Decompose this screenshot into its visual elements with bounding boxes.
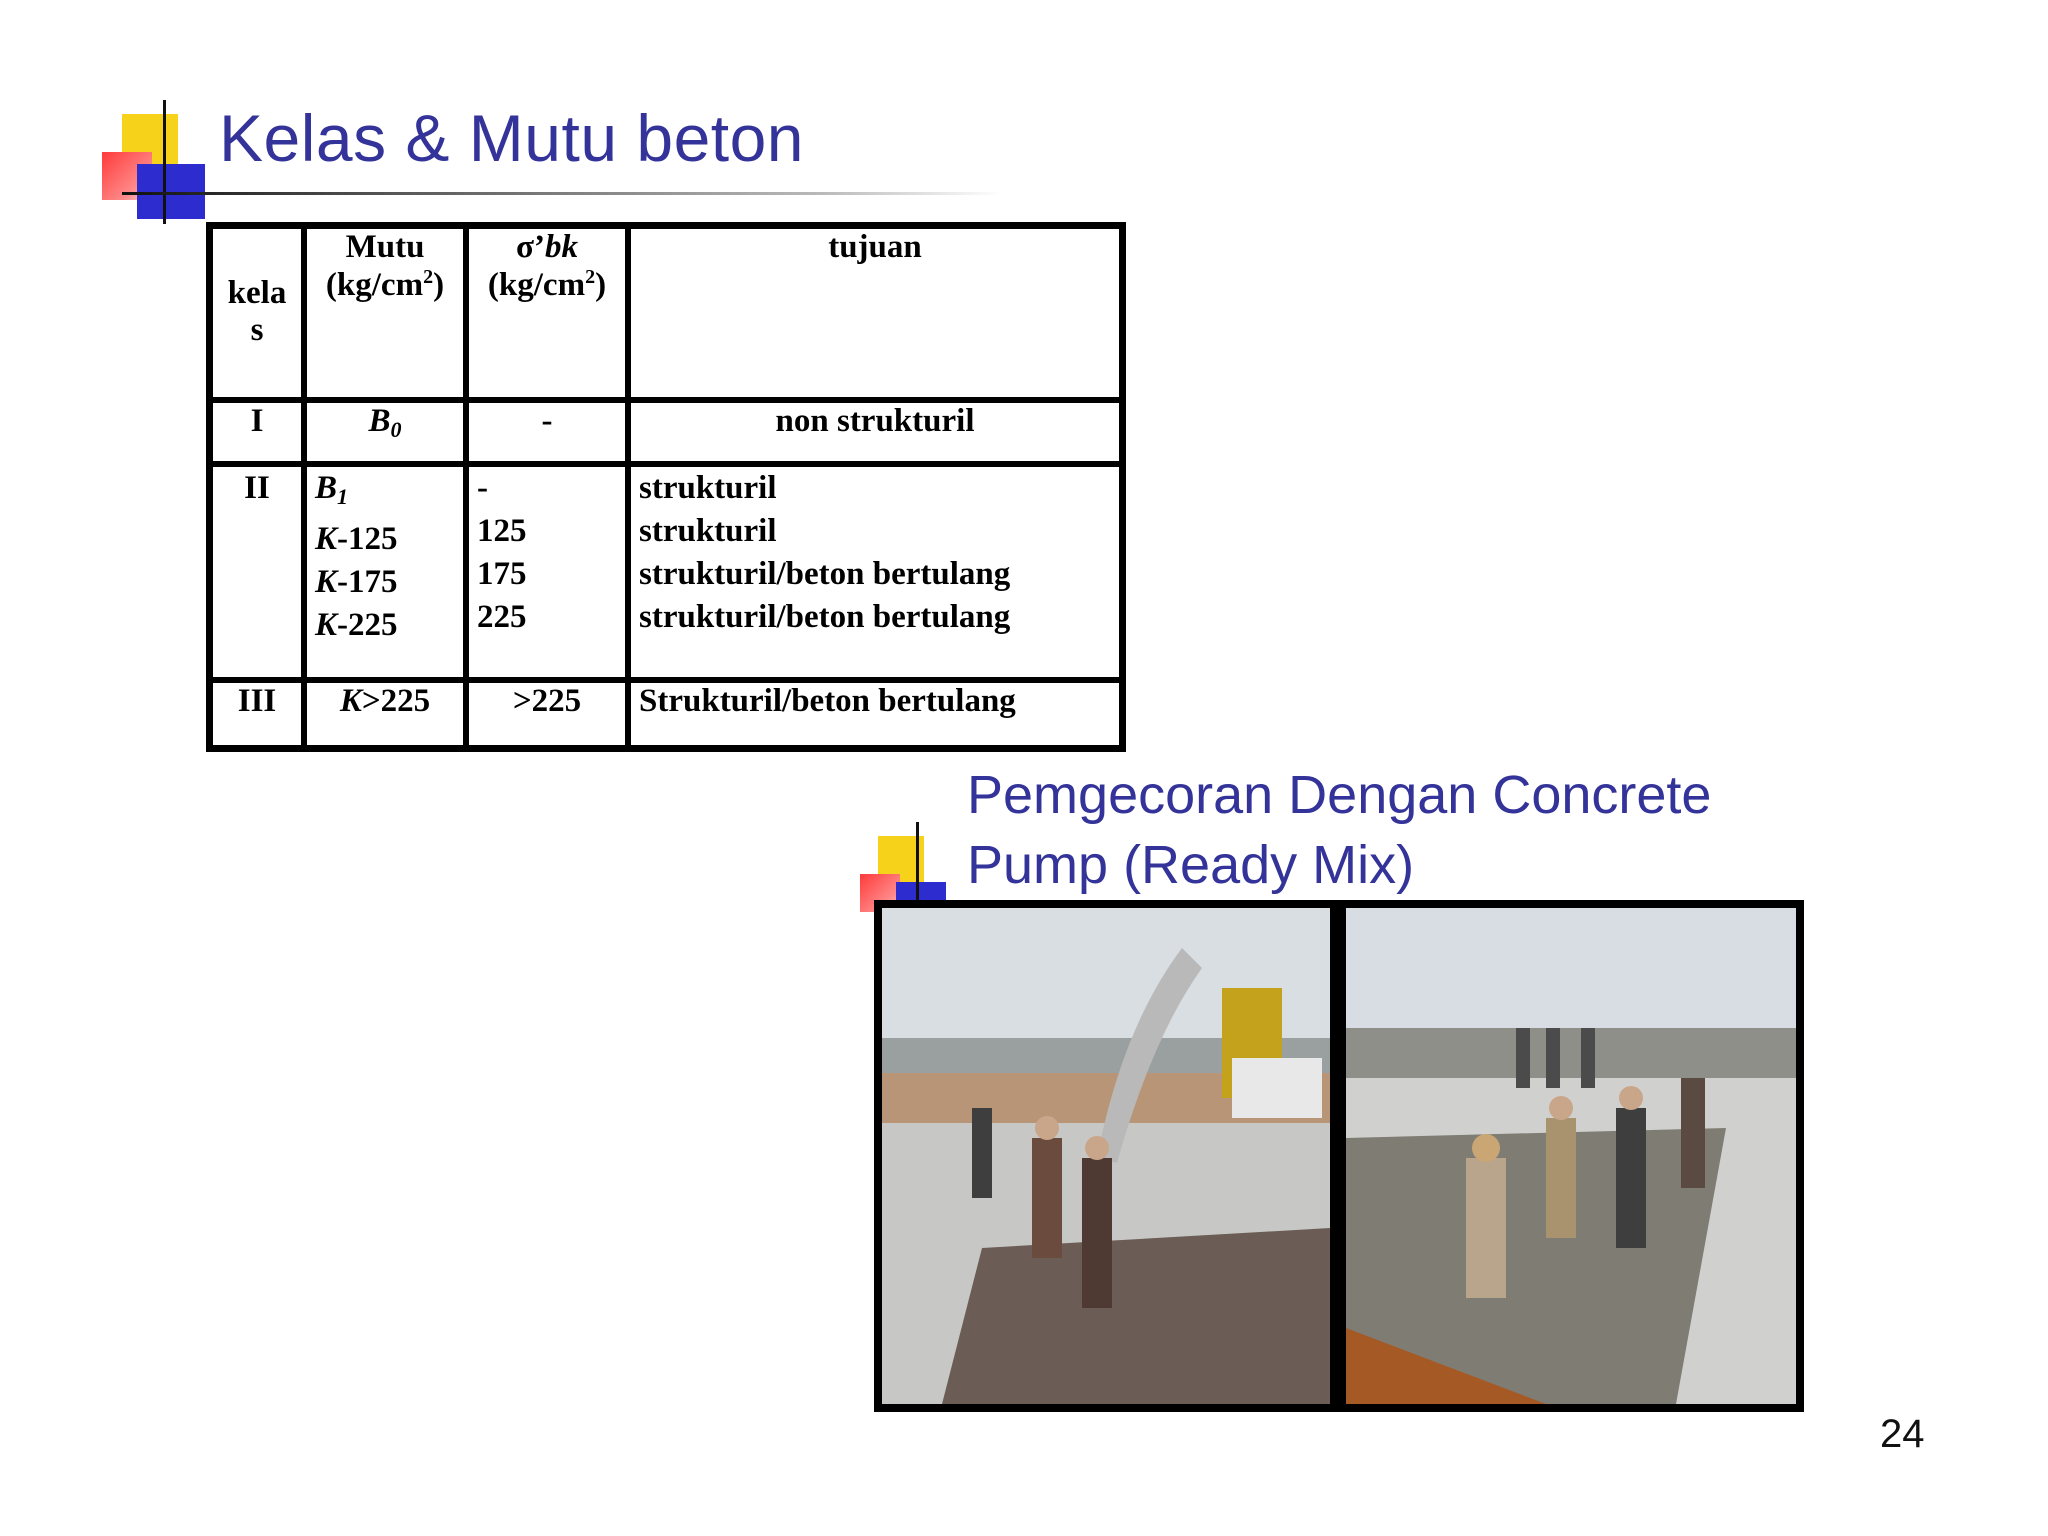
slide-bullet-icon [860, 822, 980, 912]
section-title: Pemgecoran Dengan Concrete Pump (Ready Mix) [967, 765, 1712, 895]
cell-sigma: - 125 175 225 [466, 464, 628, 680]
table-header-row [210, 226, 1122, 400]
cell-kelas: I [210, 400, 304, 464]
cell-tujuan: Strukturil/beton bertulang [628, 680, 1122, 748]
cell-mutu: $B_0$ [304, 400, 466, 464]
concrete-pump-photo-left [882, 908, 1330, 1404]
cell-tujuan: strukturil strukturil strukturil/beton bertulang strukturil/beton bertulang [628, 464, 1122, 680]
table-row [210, 464, 1122, 680]
cell-tujuan: non strukturil [628, 400, 1122, 464]
cell-sigma: >225 [466, 680, 628, 748]
table-row [210, 400, 1122, 464]
cell-kelas: II [210, 464, 304, 680]
header-kelas: kela s [210, 226, 304, 400]
concrete-pour-photo-right [1346, 908, 1796, 1404]
concrete-grade-table [206, 222, 1126, 720]
cell-mutu: K>225 [304, 680, 466, 748]
page-number: 24 [1880, 1412, 1925, 1456]
photo-illustration [882, 908, 1330, 1404]
table-row [210, 680, 1122, 748]
header-mutu: Mutu $(kg/cm^2)$ [304, 226, 466, 400]
cell-kelas: III [210, 680, 304, 748]
header-tujuan: tujuan [628, 226, 1122, 400]
cell-sigma: - [466, 400, 628, 464]
photo-frame [874, 900, 1804, 1412]
cell-mutu: $B_1$ K-125 K-175 K-225 [304, 464, 466, 680]
page-title: Kelas & Mutu beton [219, 101, 805, 175]
header-sigma-bk: σ’bk $(kg/cm^2)$ [466, 226, 628, 400]
photo-illustration [1346, 908, 1796, 1404]
